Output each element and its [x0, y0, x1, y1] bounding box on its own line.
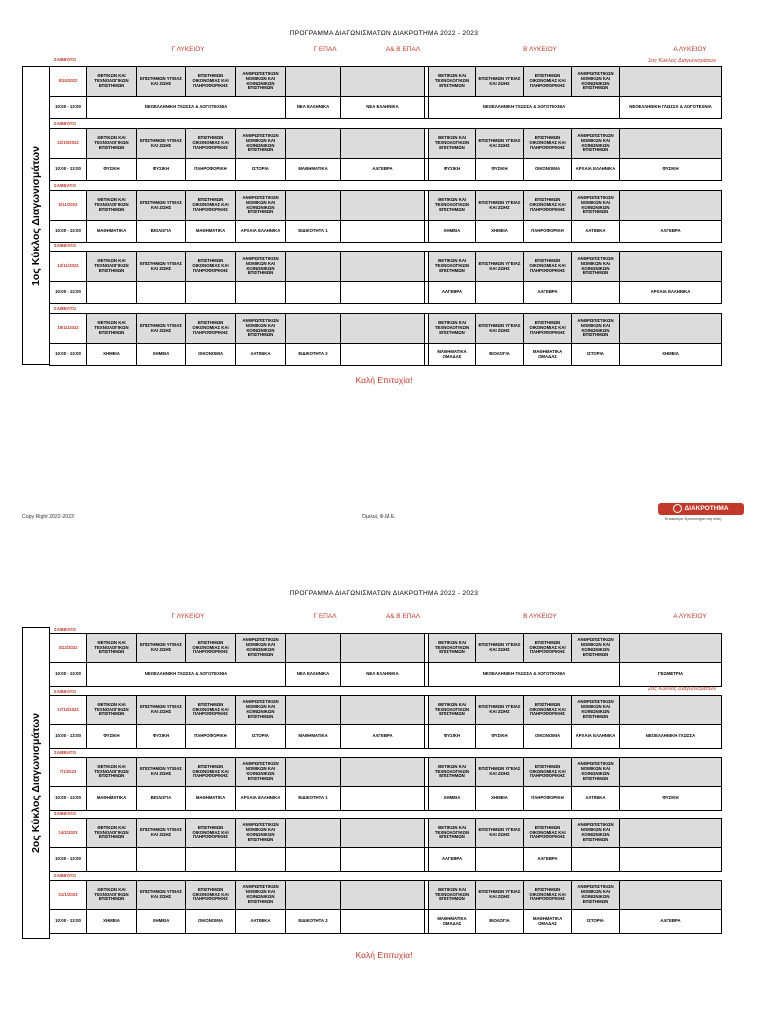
b-subject-header: ΕΠΙΣΤΗΜΩΝ ΟΙΚΟΝΟΜΙΑΣ ΚΑΙ ΠΛΗΡΟΦΟΡΙΚΗΣ [524, 696, 572, 725]
b-exam: ΑΛΓΕΒΡΑ [524, 848, 572, 872]
exam-time: 10:00 - 13:00 [50, 282, 87, 304]
g-subject-header: ΘΕΤΙΚΩΝ ΚΑΙ ΤΕΧΝΟΛΟΓΙΚΩΝ ΕΠΙΣΤΗΜΩΝ [87, 314, 137, 344]
b-subject-header: ΕΠΙΣΤΗΜΩΝ ΥΓΕΙΑΣ ΚΑΙ ΖΩΗΣ [476, 191, 524, 221]
g-subject-header: ΘΕΤΙΚΩΝ ΚΑΙ ΤΕΧΝΟΛΟΓΙΚΩΝ ΕΠΙΣΤΗΜΩΝ [87, 67, 137, 97]
g-subject-header: ΑΝΘΡΩΠΙΣΤΙΚΩΝ ΝΟΜΙΚΩΝ ΚΑΙ ΚΟΙΝΩΝΙΚΩΝ ΕΠΙΣΤΗΜΩΝ [236, 881, 286, 910]
saturday-label: ΣΑΒΒΑΤΟ [54, 243, 76, 248]
g-epal-exam: ΕΙΔΙΚΟΤΗΤΑ 2 [286, 910, 341, 934]
b-exam: ΧΗΜΕΙΑ [429, 221, 476, 243]
header-b-lykeiou-2: Β ΛΥΚΕΙΟΥ [523, 613, 557, 620]
header-b-lykeiou: Β ΛΥΚΕΙΟΥ [523, 46, 557, 53]
b-exam: ΦΥΣΙΚΗ [476, 725, 524, 749]
g-epal-header-cell [286, 129, 341, 159]
b-subject-header: ΘΕΤΙΚΩΝ ΚΑΙ ΤΕΧΝΟΛΟΓΙΚΩΝ ΕΠΙΣΤΗΜΩΝ [429, 758, 476, 787]
header-g-epal-2: Γ ΕΠΑΛ [313, 613, 337, 620]
b-exam: ΑΛΓΕΒΡΑ [429, 282, 476, 304]
g-subject-header: ΘΕΤΙΚΩΝ ΚΑΙ ΤΕΧΝΟΛΟΓΙΚΩΝ ΕΠΙΣΤΗΜΩΝ [87, 191, 137, 221]
g-exam [186, 848, 236, 872]
b-subject-header: ΑΝΘΡΩΠΙΣΤΙΚΩΝ ΝΟΜΙΚΩΝ ΚΑΙ ΚΟΙΝΩΝΙΚΩΝ ΕΠΙΣΤΗΜΩΝ [572, 67, 620, 97]
a-header-cell [620, 758, 722, 787]
g-epal-exam: ΝΕΑ ΕΛΛΗΝΙΚΑ [286, 97, 341, 119]
g-exam [87, 282, 137, 304]
g-subject-header: ΕΠΙΣΤΗΜΩΝ ΥΓΕΙΑΣ ΚΑΙ ΖΩΗΣ [137, 67, 186, 97]
b-subject-header: ΕΠΙΣΤΗΜΩΝ ΥΓΕΙΑΣ ΚΑΙ ΖΩΗΣ [476, 696, 524, 725]
ab-epal-exam [341, 282, 425, 304]
g-subject-header: ΕΠΙΣΤΗΜΩΝ ΟΙΚΟΝΟΜΙΑΣ ΚΑΙ ΠΛΗΡΟΦΟΡΙΚΗΣ [186, 314, 236, 344]
header-a-lykeiou: Α ΛΥΚΕΙΟΥ [673, 46, 707, 53]
b-subject-header: ΕΠΙΣΤΗΜΩΝ ΟΙΚΟΝΟΜΙΑΣ ΚΑΙ ΠΛΗΡΟΦΟΡΙΚΗΣ [524, 634, 572, 663]
page-title-2: ΠΡΟΓΡΑΜΜΑ ΔΙΑΓΩΝΙΣΜΑΤΩΝ ΔΙΑΚΡΟΤΗΜΑ 2022 - 2023 [289, 590, 479, 597]
b-exam: ΠΛΗΡΟΦΟΡΙΚΗ [524, 221, 572, 243]
g-exam: ΒΙΟΛΟΓΙΑ [137, 221, 186, 243]
b-exam: ΑΡΧΑΙΑ ΕΛΛΗΝΙΚΑ [572, 159, 620, 181]
g-subject-header: ΕΠΙΣΤΗΜΩΝ ΥΓΕΙΑΣ ΚΑΙ ΖΩΗΣ [137, 252, 186, 282]
g-exam [137, 282, 186, 304]
g-exam: ΜΑΘΗΜΑΤΙΚΑ [186, 221, 236, 243]
g-exam: ΑΡΧΑΙΑ ΕΛΛΗΝΙΚΑ [236, 787, 286, 811]
g-exam [186, 282, 236, 304]
g-exam: ΦΥΣΙΚΗ [137, 159, 186, 181]
cycle-side-label-2: 2ος Κύκλος Διαγωνισμάτων [22, 627, 50, 939]
g-subject-header: ΕΠΙΣΤΗΜΩΝ ΟΙΚΟΝΟΜΙΑΣ ΚΑΙ ΠΛΗΡΟΦΟΡΙΚΗΣ [186, 696, 236, 725]
g-exam [87, 848, 137, 872]
saturday-label: ΣΑΒΒΑΤΟ [54, 183, 76, 188]
b-subject-header: ΘΕΤΙΚΩΝ ΚΑΙ ΤΕΧΝΟΛΟΓΙΚΩΝ ΕΠΙΣΤΗΜΩΝ [429, 819, 476, 848]
b-exam: ΜΑΘΗΜΑΤΙΚΑ ΟΜΑΔΑΣ [429, 344, 476, 366]
g-epal-header-cell [286, 314, 341, 344]
cycle-note: 1ος Κύκλος Διαγωνισμάτων [648, 58, 717, 64]
saturday-label: ΣΑΒΒΑΤΟ [54, 689, 76, 694]
g-exam: ΛΑΤΙΝΙΚΑ [236, 910, 286, 934]
saturday-label: ΣΑΒΒΑΤΟ [54, 627, 76, 632]
b-subject-header: ΑΝΘΡΩΠΙΣΤΙΚΩΝ ΝΟΜΙΚΩΝ ΚΑΙ ΚΟΙΝΩΝΙΚΩΝ ΕΠΙΣΤΗΜΩΝ [572, 758, 620, 787]
g-subject-header: ΕΠΙΣΤΗΜΩΝ ΥΓΕΙΑΣ ΚΑΙ ΖΩΗΣ [137, 696, 186, 725]
b-subject-header: ΕΠΙΣΤΗΜΩΝ ΟΙΚΟΝΟΜΙΑΣ ΚΑΙ ΠΛΗΡΟΦΟΡΙΚΗΣ [524, 67, 572, 97]
g-subject-header: ΕΠΙΣΤΗΜΩΝ ΟΙΚΟΝΟΜΙΑΣ ΚΑΙ ΠΛΗΡΟΦΟΡΙΚΗΣ [186, 191, 236, 221]
b-exam-merged: ΝΕΟΕΛΛΗΝΙΚΗ ΓΛΩΣΣΑ & ΛΟΓΟΤΕΧΝΙΑ [429, 97, 620, 119]
exam-time: 10:00 - 13:00 [50, 663, 87, 687]
b-exam [476, 848, 524, 872]
g-subject-header: ΕΠΙΣΤΗΜΩΝ ΥΓΕΙΑΣ ΚΑΙ ΖΩΗΣ [137, 819, 186, 848]
a-header-cell [620, 67, 722, 97]
exam-date: 22/10/2022 [50, 129, 87, 159]
g-exam: ΒΙΟΛΟΓΙΑ [137, 787, 186, 811]
ab-epal-header-cell [341, 129, 425, 159]
b-subject-header: ΕΠΙΣΤΗΜΩΝ ΟΙΚΟΝΟΜΙΑΣ ΚΑΙ ΠΛΗΡΟΦΟΡΙΚΗΣ [524, 758, 572, 787]
exam-time: 10:00 - 13:00 [50, 787, 87, 811]
exam-date: 3/12/2022 [50, 634, 87, 663]
g-exam: ΧΗΜΕΙΑ [87, 910, 137, 934]
exam-time: 10:00 - 13:00 [50, 221, 87, 243]
g-exam: ΙΣΤΟΡΙΑ [236, 725, 286, 749]
g-subject-header: ΕΠΙΣΤΗΜΩΝ ΥΓΕΙΑΣ ΚΑΙ ΖΩΗΣ [137, 881, 186, 910]
b-subject-header: ΘΕΤΙΚΩΝ ΚΑΙ ΤΕΧΝΟΛΟΓΙΚΩΝ ΕΠΙΣΤΗΜΩΝ [429, 252, 476, 282]
ab-epal-header-cell [341, 758, 425, 787]
exam-time: 10:00 - 13:00 [50, 344, 87, 366]
logo-mark-icon [673, 504, 682, 513]
week-table [49, 880, 722, 934]
g-epal-header-cell [286, 696, 341, 725]
group-text: Όμιλος Φ.Μ.Ε. [362, 514, 396, 520]
g-exam: ΜΑΘΗΜΑΤΙΚΑ [87, 221, 137, 243]
b-subject-header: ΘΕΤΙΚΩΝ ΚΑΙ ΤΕΧΝΟΛΟΓΙΚΩΝ ΕΠΙΣΤΗΜΩΝ [429, 634, 476, 663]
b-subject-header: ΘΕΤΙΚΩΝ ΚΑΙ ΤΕΧΝΟΛΟΓΙΚΩΝ ΕΠΙΣΤΗΜΩΝ [429, 696, 476, 725]
g-subject-header: ΕΠΙΣΤΗΜΩΝ ΟΙΚΟΝΟΜΙΑΣ ΚΑΙ ΠΛΗΡΟΦΟΡΙΚΗΣ [186, 634, 236, 663]
b-subject-header: ΘΕΤΙΚΩΝ ΚΑΙ ΤΕΧΝΟΛΟΓΙΚΩΝ ΕΠΙΣΤΗΜΩΝ [429, 314, 476, 344]
ab-epal-header-cell [341, 819, 425, 848]
a-exam: ΑΛΓΕΒΡΑ [620, 221, 722, 243]
header-a-lykeiou-2: Α ΛΥΚΕΙΟΥ [673, 613, 707, 620]
header-g-lykeiou-2: Γ ΛΥΚΕΙΟΥ [171, 613, 205, 620]
ab-epal-header-cell [341, 696, 425, 725]
g-exam: ΦΥΣΙΚΗ [137, 725, 186, 749]
b-exam: ΦΥΣΙΚΗ [429, 159, 476, 181]
b-exam [572, 848, 620, 872]
company-logo: ΔΙΑΚΡΟΤΗΜΑ Το καλύτερο Φροντιστήριο στη πόλη [658, 503, 744, 525]
exam-time: 10:00 - 13:00 [50, 725, 87, 749]
g-exam-merged: ΝΕΟΕΛΛΗΝΙΚΗ ΓΛΩΣΣΑ & ΛΟΓΟΤΕΧΝΙΑ [87, 663, 286, 687]
b-subject-header: ΕΠΙΣΤΗΜΩΝ ΥΓΕΙΑΣ ΚΑΙ ΖΩΗΣ [476, 758, 524, 787]
ab-epal-exam: ΑΛΓΕΒΡΑ [341, 725, 425, 749]
a-exam: ΑΡΧΑΙΑ ΕΛΛΗΝΙΚΑ [620, 282, 722, 304]
g-epal-exam: ΝΕΑ ΕΛΛΗΝΙΚΑ [286, 663, 341, 687]
b-subject-header: ΑΝΘΡΩΠΙΣΤΙΚΩΝ ΝΟΜΙΚΩΝ ΚΑΙ ΚΟΙΝΩΝΙΚΩΝ ΕΠΙΣΤΗΜΩΝ [572, 634, 620, 663]
ab-epal-exam [341, 910, 425, 934]
header-g-lykeiou: Γ ΛΥΚΕΙΟΥ [171, 46, 205, 53]
b-subject-header: ΘΕΤΙΚΩΝ ΚΑΙ ΤΕΧΝΟΛΟΓΙΚΩΝ ΕΠΙΣΤΗΜΩΝ [429, 191, 476, 221]
g-exam: ΑΡΧΑΙΑ ΕΛΛΗΝΙΚΑ [236, 221, 286, 243]
b-subject-header: ΕΠΙΣΤΗΜΩΝ ΟΙΚΟΝΟΜΙΑΣ ΚΑΙ ΠΛΗΡΟΦΟΡΙΚΗΣ [524, 129, 572, 159]
g-epal-exam: ΕΙΔΙΚΟΤΗΤΑ 2 [286, 344, 341, 366]
saturday-label: ΣΑΒΒΑΤΟ [54, 306, 76, 311]
g-exam: ΧΗΜΕΙΑ [87, 344, 137, 366]
g-exam: ΟΙΚΟΝΟΜΙΑ [186, 344, 236, 366]
g-subject-header: ΘΕΤΙΚΩΝ ΚΑΙ ΤΕΧΝΟΛΟΓΙΚΩΝ ΕΠΙΣΤΗΜΩΝ [87, 758, 137, 787]
a-exam: ΦΥΣΙΚΗ [620, 787, 722, 811]
a-exam: ΑΛΓΕΒΡΑ [620, 910, 722, 934]
g-epal-exam: ΜΑΘΗΜΑΤΙΚΑ [286, 159, 341, 181]
saturday-label: ΣΑΒΒΑΤΟ [54, 121, 76, 126]
b-exam: ΙΣΤΟΡΙΑ [572, 910, 620, 934]
a-header-cell [620, 191, 722, 221]
g-subject-header: ΕΠΙΣΤΗΜΩΝ ΟΙΚΟΝΟΜΙΑΣ ΚΑΙ ΠΛΗΡΟΦΟΡΙΚΗΣ [186, 129, 236, 159]
b-exam: ΑΛΓΕΒΡΑ [429, 848, 476, 872]
ab-epal-header-cell [341, 67, 425, 97]
b-exam: ΒΙΟΛΟΓΙΑ [476, 910, 524, 934]
header-g-epal: Γ ΕΠΑΛ [313, 46, 337, 53]
g-subject-header: ΑΝΘΡΩΠΙΣΤΙΚΩΝ ΝΟΜΙΚΩΝ ΚΑΙ ΚΟΙΝΩΝΙΚΩΝ ΕΠΙΣΤΗΜΩΝ [236, 129, 286, 159]
b-subject-header: ΑΝΘΡΩΠΙΣΤΙΚΩΝ ΝΟΜΙΚΩΝ ΚΑΙ ΚΟΙΝΩΝΙΚΩΝ ΕΠΙΣΤΗΜΩΝ [572, 191, 620, 221]
g-subject-header: ΑΝΘΡΩΠΙΣΤΙΚΩΝ ΝΟΜΙΚΩΝ ΚΑΙ ΚΟΙΝΩΝΙΚΩΝ ΕΠΙΣΤΗΜΩΝ [236, 634, 286, 663]
g-epal-header-cell [286, 819, 341, 848]
b-exam: ΠΛΗΡΟΦΟΡΙΚΗ [524, 787, 572, 811]
b-subject-header: ΕΠΙΣΤΗΜΩΝ ΟΙΚΟΝΟΜΙΑΣ ΚΑΙ ΠΛΗΡΟΦΟΡΙΚΗΣ [524, 819, 572, 848]
b-subject-header: ΑΝΘΡΩΠΙΣΤΙΚΩΝ ΝΟΜΙΚΩΝ ΚΑΙ ΚΟΙΝΩΝΙΚΩΝ ΕΠΙΣΤΗΜΩΝ [572, 252, 620, 282]
g-exam-merged: ΝΕΟΕΛΛΗΝΙΚΗ ΓΛΩΣΣΑ & ΛΟΓΟΤΕΧΝΙΑ [87, 97, 286, 119]
b-subject-header: ΕΠΙΣΤΗΜΩΝ ΥΓΕΙΑΣ ΚΑΙ ΖΩΗΣ [476, 634, 524, 663]
g-epal-exam: ΜΑΘΗΜΑΤΙΚΑ [286, 725, 341, 749]
b-subject-header: ΕΠΙΣΤΗΜΩΝ ΥΓΕΙΑΣ ΚΑΙ ΖΩΗΣ [476, 129, 524, 159]
good-luck-text: Καλή Επιτυχία! [355, 375, 413, 385]
b-subject-header: ΑΝΘΡΩΠΙΣΤΙΚΩΝ ΝΟΜΙΚΩΝ ΚΑΙ ΚΟΙΝΩΝΙΚΩΝ ΕΠΙΣΤΗΜΩΝ [572, 314, 620, 344]
b-exam: ΛΑΤΙΝΙΚΑ [572, 221, 620, 243]
a-exam: ΧΗΜΕΙΑ [620, 344, 722, 366]
exam-time: 10:00 - 13:00 [50, 910, 87, 934]
ab-epal-exam: ΑΛΓΕΒΡΑ [341, 159, 425, 181]
g-exam: ΜΑΘΗΜΑΤΙΚΑ [186, 787, 236, 811]
g-subject-header: ΕΠΙΣΤΗΜΩΝ ΟΙΚΟΝΟΜΙΑΣ ΚΑΙ ΠΛΗΡΟΦΟΡΙΚΗΣ [186, 67, 236, 97]
g-subject-header: ΑΝΘΡΩΠΙΣΤΙΚΩΝ ΝΟΜΙΚΩΝ ΚΑΙ ΚΟΙΝΩΝΙΚΩΝ ΕΠΙΣΤΗΜΩΝ [236, 191, 286, 221]
header-ab-epal-2: Α& Β ΕΠΑΛ [385, 613, 421, 620]
week-table [49, 695, 722, 749]
g-subject-header: ΘΕΤΙΚΩΝ ΚΑΙ ΤΕΧΝΟΛΟΓΙΚΩΝ ΕΠΙΣΤΗΜΩΝ [87, 252, 137, 282]
week-table [49, 66, 722, 119]
g-exam: ΧΗΜΕΙΑ [137, 910, 186, 934]
a-exam [620, 848, 722, 872]
g-exam: ΠΛΗΡΟΦΟΡΙΚΗ [186, 725, 236, 749]
cycle-side-label: 1ος Κύκλος Διαγωνισμάτων [22, 66, 50, 365]
b-exam-merged: ΝΕΟΕΛΛΗΝΙΚΗ ΓΛΩΣΣΑ & ΛΟΓΟΤΕΧΝΙΑ [429, 663, 620, 687]
g-epal-header-cell [286, 252, 341, 282]
b-exam: ΟΙΚΟΝΟΜΙΑ [524, 159, 572, 181]
a-header-cell [620, 881, 722, 910]
exam-time: 10:00 - 13:00 [50, 159, 87, 181]
g-subject-header: ΕΠΙΣΤΗΜΩΝ ΥΓΕΙΑΣ ΚΑΙ ΖΩΗΣ [137, 314, 186, 344]
g-subject-header: ΑΝΘΡΩΠΙΣΤΙΚΩΝ ΝΟΜΙΚΩΝ ΚΑΙ ΚΟΙΝΩΝΙΚΩΝ ΕΠΙΣΤΗΜΩΝ [236, 67, 286, 97]
g-subject-header: ΕΠΙΣΤΗΜΩΝ ΟΙΚΟΝΟΜΙΑΣ ΚΑΙ ΠΛΗΡΟΦΟΡΙΚΗΣ [186, 252, 236, 282]
g-exam: ΧΗΜΕΙΑ [137, 344, 186, 366]
g-subject-header: ΑΝΘΡΩΠΙΣΤΙΚΩΝ ΝΟΜΙΚΩΝ ΚΑΙ ΚΟΙΝΩΝΙΚΩΝ ΕΠΙΣΤΗΜΩΝ [236, 758, 286, 787]
page-title: ΠΡΟΓΡΑΜΜΑ ΔΙΑΓΩΝΙΣΜΑΤΩΝ ΔΙΑΚΡΟΤΗΜΑ 2022 - 2023 [289, 30, 479, 37]
b-exam: ΜΑΘΗΜΑΤΙΚΑ ΟΜΑΔΑΣ [429, 910, 476, 934]
a-header-cell [620, 129, 722, 159]
a-exam: ΝΕΟΕΛΛΗΝΙΚΗ ΓΛΩΣΣΑ [620, 725, 722, 749]
b-subject-header: ΕΠΙΣΤΗΜΩΝ ΟΙΚΟΝΟΜΙΑΣ ΚΑΙ ΠΛΗΡΟΦΟΡΙΚΗΣ [524, 314, 572, 344]
a-header-cell [620, 634, 722, 663]
g-subject-header: ΕΠΙΣΤΗΜΩΝ ΟΙΚΟΝΟΜΙΑΣ ΚΑΙ ΠΛΗΡΟΦΟΡΙΚΗΣ [186, 758, 236, 787]
g-epal-exam: ΕΙΔΙΚΟΤΗΤΑ 1 [286, 221, 341, 243]
ab-epal-header-cell [341, 634, 425, 663]
g-subject-header: ΘΕΤΙΚΩΝ ΚΑΙ ΤΕΧΝΟΛΟΓΙΚΩΝ ΕΠΙΣΤΗΜΩΝ [87, 129, 137, 159]
b-subject-header: ΕΠΙΣΤΗΜΩΝ ΥΓΕΙΑΣ ΚΑΙ ΖΩΗΣ [476, 881, 524, 910]
g-subject-header: ΑΝΘΡΩΠΙΣΤΙΚΩΝ ΝΟΜΙΚΩΝ ΚΑΙ ΚΟΙΝΩΝΙΚΩΝ ΕΠΙΣΤΗΜΩΝ [236, 819, 286, 848]
a-header-cell [620, 314, 722, 344]
saturday-label: ΣΑΒΒΑΤΟ [54, 873, 76, 878]
b-subject-header: ΕΠΙΣΤΗΜΩΝ ΟΙΚΟΝΟΜΙΑΣ ΚΑΙ ΠΛΗΡΟΦΟΡΙΚΗΣ [524, 252, 572, 282]
g-subject-header: ΘΕΤΙΚΩΝ ΚΑΙ ΤΕΧΝΟΛΟΓΙΚΩΝ ΕΠΙΣΤΗΜΩΝ [87, 696, 137, 725]
a-header-cell [620, 252, 722, 282]
header-ab-epal: Α& Β ΕΠΑΛ [385, 46, 421, 53]
g-subject-header: ΕΠΙΣΤΗΜΩΝ ΟΙΚΟΝΟΜΙΑΣ ΚΑΙ ΠΛΗΡΟΦΟΡΙΚΗΣ [186, 819, 236, 848]
b-subject-header: ΘΕΤΙΚΩΝ ΚΑΙ ΤΕΧΝΟΛΟΓΙΚΩΝ ΕΠΙΣΤΗΜΩΝ [429, 67, 476, 97]
a-exam: ΓΕΩΜΕΤΡΙΑ [620, 663, 722, 687]
g-epal-header-cell [286, 881, 341, 910]
b-exam: ΜΑΘΗΜΑΤΙΚΑ ΟΜΑΔΑΣ [524, 910, 572, 934]
b-exam: ΜΑΘΗΜΑΤΙΚΑ ΟΜΑΔΑΣ [524, 344, 572, 366]
b-exam: ΑΡΧΑΙΑ ΕΛΛΗΝΙΚΑ [572, 725, 620, 749]
week-table [49, 633, 722, 687]
exam-time: 10:00 - 13:00 [50, 848, 87, 872]
g-exam: ΦΥΣΙΚΗ [87, 725, 137, 749]
g-exam [236, 848, 286, 872]
saturday-label: ΣΑΒΒΑΤΟ [54, 57, 76, 62]
b-exam: ΛΑΤΙΝΙΚΑ [572, 787, 620, 811]
b-exam: ΧΗΜΕΙΑ [476, 221, 524, 243]
b-exam: ΦΥΣΙΚΗ [429, 725, 476, 749]
g-exam: ΛΑΤΙΝΙΚΑ [236, 344, 286, 366]
g-subject-header: ΑΝΘΡΩΠΙΣΤΙΚΩΝ ΝΟΜΙΚΩΝ ΚΑΙ ΚΟΙΝΩΝΙΚΩΝ ΕΠΙΣΤΗΜΩΝ [236, 696, 286, 725]
b-subject-header: ΘΕΤΙΚΩΝ ΚΑΙ ΤΕΧΝΟΛΟΓΙΚΩΝ ΕΠΙΣΤΗΜΩΝ [429, 881, 476, 910]
ab-epal-exam [341, 848, 425, 872]
g-epal-exam: ΕΙΔΙΚΟΤΗΤΑ 1 [286, 787, 341, 811]
g-exam: ΙΣΤΟΡΙΑ [236, 159, 286, 181]
b-exam [476, 282, 524, 304]
a-header-cell [620, 819, 722, 848]
g-exam [137, 848, 186, 872]
b-subject-header: ΕΠΙΣΤΗΜΩΝ ΟΙΚΟΝΟΜΙΑΣ ΚΑΙ ΠΛΗΡΟΦΟΡΙΚΗΣ [524, 191, 572, 221]
a-header-cell [620, 696, 722, 725]
g-subject-header: ΑΝΘΡΩΠΙΣΤΙΚΩΝ ΝΟΜΙΚΩΝ ΚΑΙ ΚΟΙΝΩΝΙΚΩΝ ΕΠΙΣΤΗΜΩΝ [236, 252, 286, 282]
week-table [49, 818, 722, 872]
exam-time: 10:00 - 13:00 [50, 97, 87, 119]
b-subject-header: ΑΝΘΡΩΠΙΣΤΙΚΩΝ ΝΟΜΙΚΩΝ ΚΑΙ ΚΟΙΝΩΝΙΚΩΝ ΕΠΙΣΤΗΜΩΝ [572, 129, 620, 159]
g-exam: ΦΥΣΙΚΗ [87, 159, 137, 181]
b-exam: ΑΛΓΕΒΡΑ [524, 282, 572, 304]
ab-epal-exam [341, 787, 425, 811]
ab-epal-header-cell [341, 314, 425, 344]
exam-date: 7/1/2023 [50, 758, 87, 787]
cycle-note-2: 2ος Κύκλος Διαγωνισμάτων [648, 686, 717, 692]
exam-date: 8/10/2022 [50, 67, 87, 97]
week-table [49, 757, 722, 811]
g-epal-header-cell [286, 191, 341, 221]
ab-epal-exam [341, 221, 425, 243]
g-subject-header: ΕΠΙΣΤΗΜΩΝ ΥΓΕΙΑΣ ΚΑΙ ΖΩΗΣ [137, 758, 186, 787]
b-exam: ΦΥΣΙΚΗ [476, 159, 524, 181]
b-subject-header: ΕΠΙΣΤΗΜΩΝ ΥΓΕΙΑΣ ΚΑΙ ΖΩΗΣ [476, 314, 524, 344]
g-epal-exam [286, 282, 341, 304]
g-exam: ΜΑΘΗΜΑΤΙΚΑ [87, 787, 137, 811]
ab-epal-header-cell [341, 191, 425, 221]
b-subject-header: ΕΠΙΣΤΗΜΩΝ ΥΓΕΙΑΣ ΚΑΙ ΖΩΗΣ [476, 67, 524, 97]
b-subject-header: ΕΠΙΣΤΗΜΩΝ ΥΓΕΙΑΣ ΚΑΙ ΖΩΗΣ [476, 252, 524, 282]
g-epal-header-cell [286, 67, 341, 97]
g-exam: ΠΛΗΡΟΦΟΡΙΚΗ [186, 159, 236, 181]
saturday-label: ΣΑΒΒΑΤΟ [54, 811, 76, 816]
b-exam: ΧΗΜΕΙΑ [429, 787, 476, 811]
exam-date: 21/1/2023 [50, 881, 87, 910]
b-exam: ΙΣΤΟΡΙΑ [572, 344, 620, 366]
exam-date: 14/1/2023 [50, 819, 87, 848]
b-subject-header: ΕΠΙΣΤΗΜΩΝ ΟΙΚΟΝΟΜΙΑΣ ΚΑΙ ΠΛΗΡΟΦΟΡΙΚΗΣ [524, 881, 572, 910]
b-subject-header: ΑΝΘΡΩΠΙΣΤΙΚΩΝ ΝΟΜΙΚΩΝ ΚΑΙ ΚΟΙΝΩΝΙΚΩΝ ΕΠΙΣΤΗΜΩΝ [572, 696, 620, 725]
copyright-text: Copy Right 2022-2023 [22, 514, 74, 520]
b-subject-header: ΘΕΤΙΚΩΝ ΚΑΙ ΤΕΧΝΟΛΟΓΙΚΩΝ ΕΠΙΣΤΗΜΩΝ [429, 129, 476, 159]
g-subject-header: ΕΠΙΣΤΗΜΩΝ ΟΙΚΟΝΟΜΙΑΣ ΚΑΙ ΠΛΗΡΟΦΟΡΙΚΗΣ [186, 881, 236, 910]
ab-epal-exam: ΝΕΑ ΕΛΛΗΝΙΚΑ [341, 97, 425, 119]
ab-epal-exam [341, 344, 425, 366]
week-table [49, 128, 722, 181]
b-subject-header: ΑΝΘΡΩΠΙΣΤΙΚΩΝ ΝΟΜΙΚΩΝ ΚΑΙ ΚΟΙΝΩΝΙΚΩΝ ΕΠΙΣΤΗΜΩΝ [572, 819, 620, 848]
g-subject-header: ΕΠΙΣΤΗΜΩΝ ΥΓΕΙΑΣ ΚΑΙ ΖΩΗΣ [137, 129, 186, 159]
b-exam: ΒΙΟΛΟΓΙΑ [476, 344, 524, 366]
g-subject-header: ΘΕΤΙΚΩΝ ΚΑΙ ΤΕΧΝΟΛΟΓΙΚΩΝ ΕΠΙΣΤΗΜΩΝ [87, 819, 137, 848]
b-exam: ΧΗΜΕΙΑ [476, 787, 524, 811]
g-exam: ΟΙΚΟΝΟΜΙΑ [186, 910, 236, 934]
g-subject-header: ΕΠΙΣΤΗΜΩΝ ΥΓΕΙΑΣ ΚΑΙ ΖΩΗΣ [137, 191, 186, 221]
week-table [49, 190, 722, 243]
a-exam: ΦΥΣΙΚΗ [620, 159, 722, 181]
g-epal-header-cell [286, 758, 341, 787]
ab-epal-header-cell [341, 252, 425, 282]
ab-epal-header-cell [341, 881, 425, 910]
saturday-label: ΣΑΒΒΑΤΟ [54, 750, 76, 755]
b-exam: ΟΙΚΟΝΟΜΙΑ [524, 725, 572, 749]
b-exam [572, 282, 620, 304]
g-subject-header: ΘΕΤΙΚΩΝ ΚΑΙ ΤΕΧΝΟΛΟΓΙΚΩΝ ΕΠΙΣΤΗΜΩΝ [87, 881, 137, 910]
exam-date: 17/12/2022 [50, 696, 87, 725]
a-exam: ΝΕΟΕΛΛΗΝΙΚΗ ΓΛΩΣΣΑ & ΛΟΓΟΤΕΧΝΙΑ [620, 97, 722, 119]
g-epal-header-cell [286, 634, 341, 663]
good-luck-text-2: Καλή Επιτυχία! [355, 950, 413, 960]
ab-epal-exam: ΝΕΑ ΕΛΛΗΝΙΚΑ [341, 663, 425, 687]
g-subject-header: ΕΠΙΣΤΗΜΩΝ ΥΓΕΙΑΣ ΚΑΙ ΖΩΗΣ [137, 634, 186, 663]
g-epal-exam [286, 848, 341, 872]
exam-date: 5/11/2022 [50, 191, 87, 221]
g-exam [236, 282, 286, 304]
g-subject-header: ΑΝΘΡΩΠΙΣΤΙΚΩΝ ΝΟΜΙΚΩΝ ΚΑΙ ΚΟΙΝΩΝΙΚΩΝ ΕΠΙΣΤΗΜΩΝ [236, 314, 286, 344]
week-table [49, 313, 722, 366]
exam-date: 19/11/2022 [50, 314, 87, 344]
week-table [49, 251, 722, 304]
b-subject-header: ΕΠΙΣΤΗΜΩΝ ΥΓΕΙΑΣ ΚΑΙ ΖΩΗΣ [476, 819, 524, 848]
g-subject-header: ΘΕΤΙΚΩΝ ΚΑΙ ΤΕΧΝΟΛΟΓΙΚΩΝ ΕΠΙΣΤΗΜΩΝ [87, 634, 137, 663]
exam-date: 12/11/2022 [50, 252, 87, 282]
b-subject-header: ΑΝΘΡΩΠΙΣΤΙΚΩΝ ΝΟΜΙΚΩΝ ΚΑΙ ΚΟΙΝΩΝΙΚΩΝ ΕΠΙΣΤΗΜΩΝ [572, 881, 620, 910]
